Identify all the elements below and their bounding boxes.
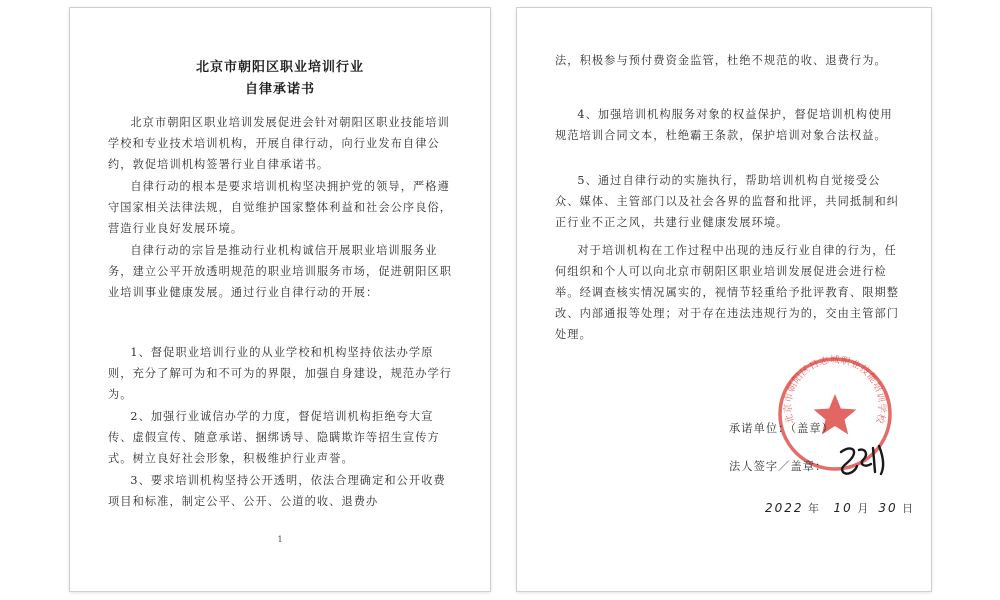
date-month: 10 bbox=[833, 501, 853, 515]
continuation-paragraph: 法，积极参与预付费资金监管，杜绝不规范的收、退费行为。 bbox=[555, 54, 887, 67]
date-year-unit: 年 bbox=[808, 502, 821, 515]
intro-paragraph-2: 自律行动的根本是要求培训机构坚决拥护党的领导，严格遵守国家相关法律法规，自觉维护国家整体利益和社会公序良俗，营造行业良好发展环境。 bbox=[108, 180, 453, 235]
commitment-item-4: 4、加强培训机构服务对象的权益保护，督促培训机构使用规范培训合同文本，杜绝霸王条款，保护培训对象合法权益。 bbox=[555, 108, 893, 142]
sign-person-label: 法人签字／盖章： bbox=[729, 460, 828, 473]
intro-paragraph-3: 自律行动的宗旨是推动行业机构诚信开展职业培训服务业务，建立公平开放透明规范的职业培训服务市场，促进朝阳区职业培训事业健康发展。通过行业自律行动的开展： bbox=[108, 244, 453, 299]
seal-text: 北京市朝阳区日志城职业技能培训学校 bbox=[782, 354, 888, 425]
commitment-item-1: 1、督促职业培训行业的从业学校和机构坚持依法办学原则，充分了解可为和不可为的界限，加强自身建设，规范办学行为。 bbox=[108, 346, 453, 401]
sign-unit-label: 承诺单位：（盖章） bbox=[729, 422, 834, 435]
intro-paragraph-1: 北京市朝阳区职业培训发展促进会针对朝阳区职业技能培训学校和专业技术培训机构，开展自律行动，向行业发布自律公约，敦促培训机构签署行业自律承诺书。 bbox=[108, 116, 450, 171]
page-number: 1 bbox=[277, 535, 283, 544]
date-year: 2022 bbox=[765, 501, 804, 515]
commitment-item-2: 2、加强行业诚信办学的力度，督促培训机构拒绝夸大宣传、虚假宣传、随意承诺、捆绑诱导、隐瞒欺诈等招生宣传方式。树立良好社会形象，积极维护行业声誉。 bbox=[108, 410, 440, 465]
document-title: 北京市朝阳区职业培训行业 bbox=[195, 60, 364, 75]
document-page-2 bbox=[517, 8, 931, 591]
date-month-unit: 月 bbox=[857, 502, 870, 515]
document-subtitle: 自律承诺书 bbox=[244, 82, 315, 97]
signature-icon bbox=[835, 442, 889, 478]
closing-paragraph: 对于培训机构在工作过程中出现的违反行业自律的行为，任何组织和个人可以向北京市朝阳区职业培训发展促进会进行检举。经调查核实情况属实的，视情节轻重给予批评教育、限期整改、内部通报等处理；对于存在违法违规行为的，交由主管部门处理。 bbox=[555, 244, 900, 341]
commitment-item-3: 3、要求培训机构坚持公开透明，依法合理确定和公开收费项目和标准，制定公平、公开、公道的收、退费办 bbox=[108, 474, 446, 508]
date-day-unit: 日 bbox=[902, 502, 915, 515]
commitment-item-5: 5、通过自律行动的实施执行，帮助培训机构自觉接受公众、媒体、主管部门以及社会各界的监督和批评，共同抵制和纠正行业不正之风，共建行业健康发展环境。 bbox=[555, 174, 900, 229]
signing-date bbox=[765, 500, 914, 516]
date-day: 30 bbox=[878, 501, 898, 515]
document-page-1 bbox=[70, 8, 490, 591]
